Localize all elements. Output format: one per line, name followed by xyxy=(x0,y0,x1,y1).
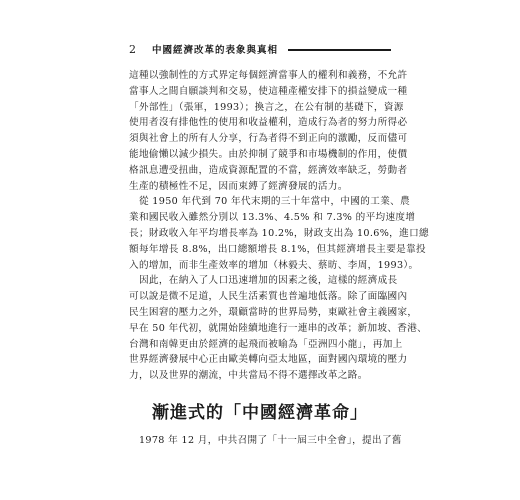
body-line: 能地偷懶以減少損失。由於抑制了競爭和市場機制的作用，使價 xyxy=(129,148,408,160)
body-line-after-heading: 1978 年 12 月，中共召開了「十一屆三中全會」，提出了舊 xyxy=(129,435,402,446)
body-line: 須與社會上的所有人分享，行為者得不到正向的激勵，反而儘可 xyxy=(129,133,408,145)
body-line: 入的增加，而非生產效率的增加（林毅夫、蔡昉、李周，1993）。 xyxy=(129,259,419,271)
body-line: 業和國民收入雖然分別以 13.3%、4.5% 和 7.3% 的平均速度增 xyxy=(129,212,416,224)
page-number: 2 xyxy=(129,42,136,56)
body-line: 格訊息遭受扭曲，造成資源配置的不當，經濟效率缺乏，勞動者 xyxy=(129,164,408,176)
body-line: 使用者沒有排他性的使用和收益權利，造成行為者的努力所得必 xyxy=(129,117,408,129)
body-line: 因此，在納入了人口迅速增加的因素之後，這樣的經濟成長 xyxy=(129,275,398,287)
page-header xyxy=(129,42,391,56)
body-line: 長；財政收入年平均增長率為 10.2%，財政支出為 10.6%，進口總 xyxy=(129,227,429,239)
body-line: 生產的積極性不足，因而束縛了經濟發展的活力。 xyxy=(129,180,348,192)
header-rule xyxy=(288,49,391,51)
body-line: 早在 50 年代初，就開始陸續地進行一連串的改革；新加坡、香港、 xyxy=(129,322,428,334)
running-title: 中國經濟改革的表象與真相 xyxy=(152,45,279,56)
body-text xyxy=(129,68,429,384)
body-line: 這種以強制性的方式界定每個經濟當事人的權利和義務，不允許 xyxy=(129,70,408,81)
section-heading: 漸進式的「中國經濟革命」 xyxy=(152,403,368,423)
body-line: 世界經濟發展中心正由歐美轉向亞太地區，面對國內環境的壓力 xyxy=(129,354,408,366)
body-line: 力，以及世界的潮流，中共當局不得不選擇改革之路。 xyxy=(129,370,368,382)
body-line: 「外部性」（張軍，1993）；換言之，在公有制的基礎下，資源 xyxy=(129,101,404,113)
body-line: 民生困窘的壓力之外，環顧當時的世界局勢，東歐社會主義國家， xyxy=(129,306,418,318)
body-line: 從 1950 年代到 70 年代末期的三十年當中，中國的工業、農 xyxy=(129,196,411,208)
body-line: 台灣和南韓更由於經濟的起飛而被喻為「亞洲四小龍」，再加上 xyxy=(129,338,403,350)
body-line: 額每年增長 8.8%，出口總額增長 8.1%，但其經濟增長主要是靠投 xyxy=(129,243,426,255)
body-line: 當事人之間自願談判和交易，使這種產權安排下的損益變成一種 xyxy=(129,85,408,97)
body-line: 可以說是微不足道，人民生活素質也普遍地低落。除了面臨國內 xyxy=(129,291,408,303)
